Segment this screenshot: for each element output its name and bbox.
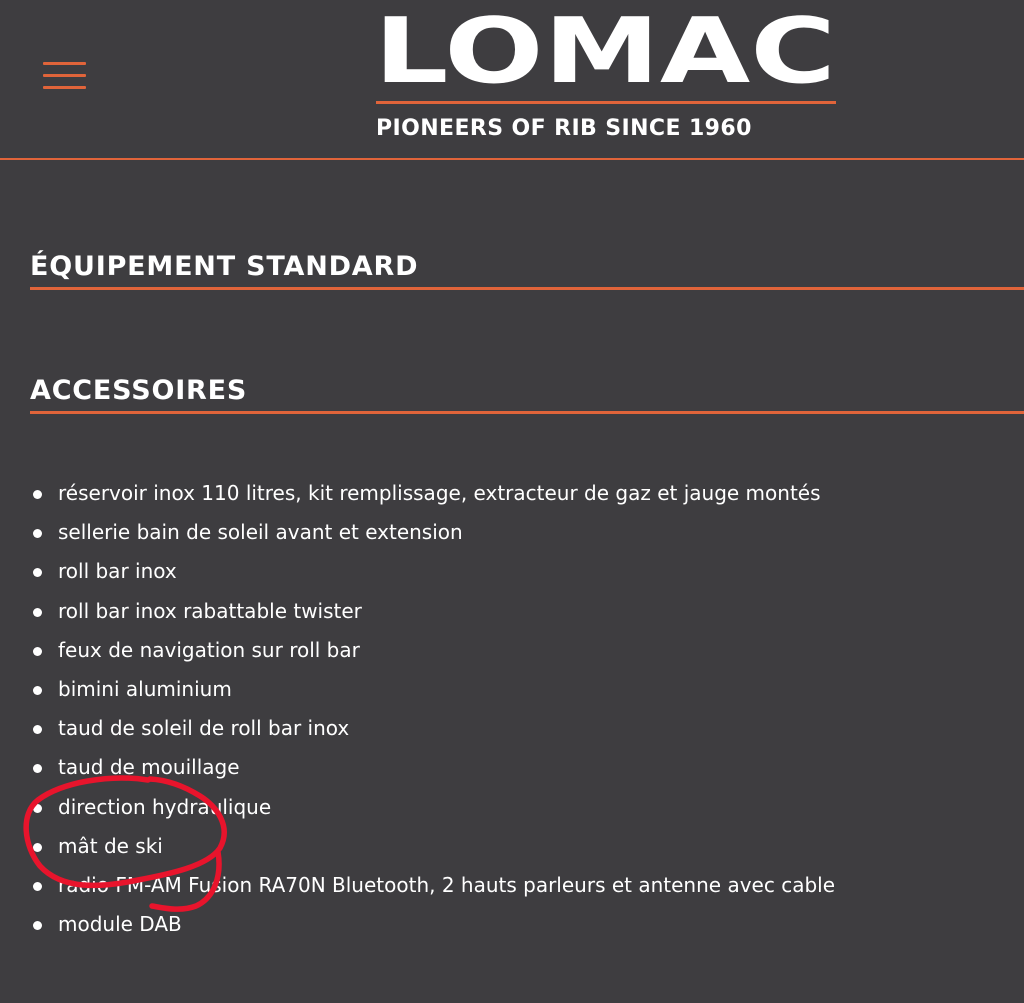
bullet-icon xyxy=(33,529,42,538)
menu-bar-top xyxy=(43,62,86,65)
list-item-label: roll bar inox xyxy=(58,559,177,584)
list-item-label: feux de navigation sur roll bar xyxy=(58,637,360,662)
list-item-label: taud de soleil de roll bar inox xyxy=(58,716,350,741)
brand-tagline: PIONEERS OF RIB SINCE 1960 xyxy=(376,116,752,141)
section-divider-standard xyxy=(30,287,1024,290)
list-item xyxy=(30,670,1010,709)
brand-logo xyxy=(374,6,838,98)
list-item xyxy=(30,513,1010,552)
section-heading-accessoires[interactable]: ACCESSOIRES xyxy=(30,375,248,406)
list-item xyxy=(30,474,1010,513)
menu-bar-middle xyxy=(43,74,86,77)
list-item xyxy=(30,748,1010,787)
list-item xyxy=(30,631,1010,670)
hamburger-menu-icon[interactable] xyxy=(40,58,88,92)
site-header xyxy=(0,0,1024,160)
list-item xyxy=(30,552,1010,591)
list-item-label: sellerie bain de soleil avant et extension xyxy=(58,520,463,545)
bullet-icon xyxy=(33,686,42,695)
brand-name: LOMAC xyxy=(374,6,836,98)
list-item xyxy=(30,788,1010,827)
list-item xyxy=(30,827,1010,866)
bullet-icon xyxy=(33,882,42,891)
list-item-label: mât de ski xyxy=(58,833,163,858)
list-item-label: réservoir inox 110 litres, kit remplissage, extracteur de gaz et jauge montés xyxy=(58,481,821,505)
accessories-list xyxy=(30,474,1010,944)
section-heading-equipement-standard[interactable]: ÉQUIPEMENT STANDARD xyxy=(30,251,419,282)
menu-bar-bottom xyxy=(43,86,86,89)
bullet-icon xyxy=(33,843,42,852)
bullet-icon xyxy=(33,568,42,577)
list-item xyxy=(30,592,1010,631)
list-item-label: radio FM-AM Fusion RA70N Bluetooth, 2 hauts parleurs et antenne avec cable xyxy=(58,872,836,897)
brand-divider xyxy=(376,101,836,104)
list-item-label: bimini aluminium xyxy=(58,676,232,701)
list-item-label: direction hydraulique xyxy=(58,794,272,819)
brand-logo-link[interactable] xyxy=(374,6,838,156)
bullet-icon xyxy=(33,921,42,930)
list-item-label: module DAB xyxy=(58,912,182,937)
bullet-icon xyxy=(33,490,42,499)
bullet-icon xyxy=(33,804,42,813)
list-item xyxy=(30,905,1010,944)
bullet-icon xyxy=(33,608,42,617)
list-item xyxy=(30,866,1010,905)
list-item-label: roll bar inox rabattable twister xyxy=(58,598,362,623)
bullet-icon xyxy=(33,764,42,773)
bullet-icon xyxy=(33,647,42,656)
list-item-label: taud de mouillage xyxy=(58,755,240,780)
section-divider-accessoires xyxy=(30,411,1024,414)
bullet-icon xyxy=(33,725,42,734)
list-item xyxy=(30,709,1010,748)
